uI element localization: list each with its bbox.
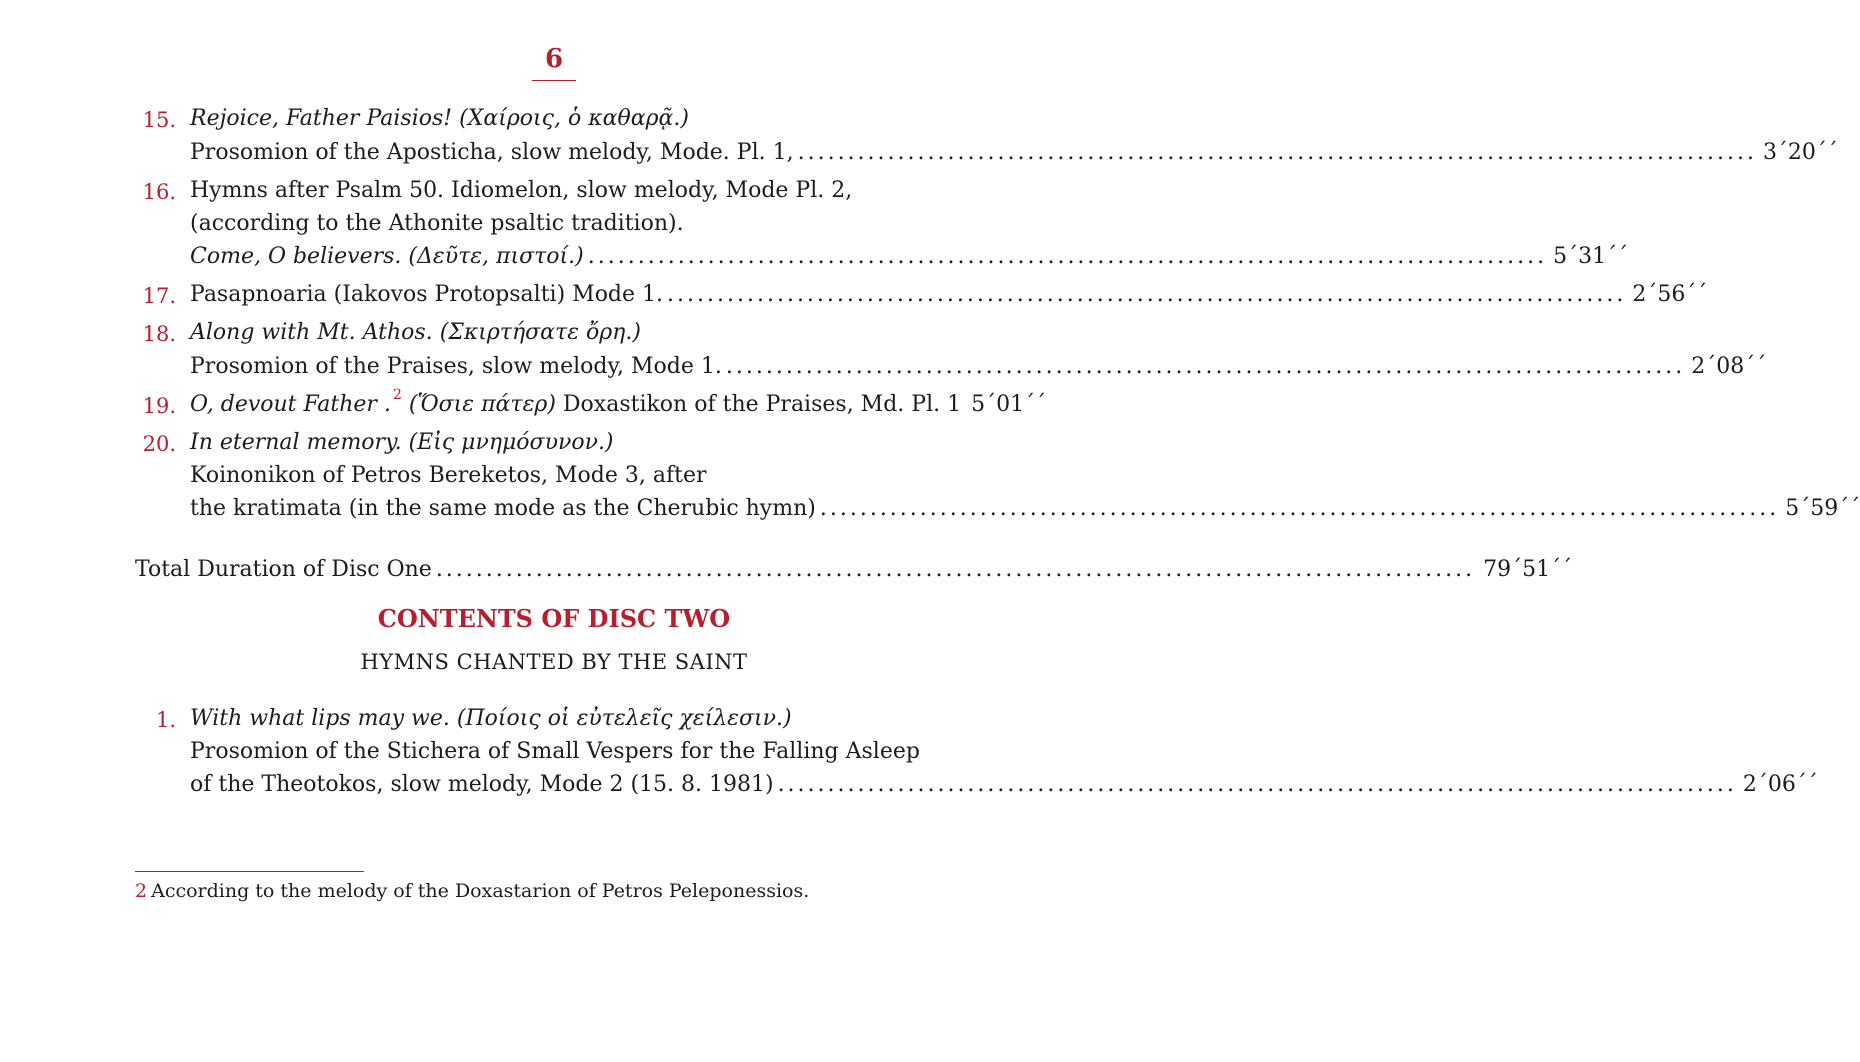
track-description: Prosomion of the Stichera of Small Vespers for the Falling Asleep — [190, 739, 920, 764]
track-detail-line — [190, 494, 1860, 524]
track-detail-line — [190, 138, 1838, 168]
track-description: Koinonikon of Petros Bereketos, Mode 3, after — [190, 463, 707, 488]
page-number: 6 — [544, 44, 564, 74]
track-description-line — [190, 176, 970, 206]
track-number: 20. — [142, 432, 176, 456]
track-description: of the Theotokos, slow melody, Mode 2 (15. 8. 1981) — [190, 772, 774, 797]
track-number: 19. — [142, 394, 176, 418]
track-title-line — [190, 242, 1629, 272]
track-duration: 5΄31΄΄ — [1553, 244, 1629, 269]
dot-leader: ................................................................................................ — [667, 282, 1627, 307]
track-description-line — [190, 209, 970, 239]
footnote-text: According to the melody of the Doxastarion of Petros Peleponessios. — [151, 880, 810, 902]
track-description: (according to the Athonite psaltic tradition). — [190, 211, 684, 236]
dot-leader: ................................................................................................ — [819, 496, 1780, 521]
track-title: O, devout Father . — [190, 392, 391, 417]
track-detail-line — [190, 352, 1767, 382]
track-description: Prosomion of the Aposticha, slow melody, Mode. Pl. 1, — [190, 140, 794, 165]
track-greek-title: (Δεῦτε, πιστοί.) — [408, 244, 584, 269]
track-duration: 2΄06΄΄ — [1742, 772, 1818, 797]
footnote-reference[interactable]: 2 — [392, 387, 402, 403]
track-duration: 3΄20΄΄ — [1762, 140, 1838, 165]
total-duration-label: Total Duration of Disc One — [135, 557, 432, 582]
total-duration-line — [135, 555, 1573, 585]
track-greek-title: (Ποίοις οἱ εὐτελεῖς χείλεσιν.) — [456, 706, 792, 731]
footnote-divider — [135, 871, 364, 872]
dot-leader: ........................................................................................................ — [435, 557, 1476, 582]
track-description: Hymns after Psalm 50. Idiomelon, slow melody, Mode Pl. 2, — [190, 178, 853, 203]
track-detail-line — [190, 770, 1818, 800]
dot-leader: ................................................................................................ — [725, 354, 1686, 379]
section-subheading: HYMNS CHANTED BY THE SAINT — [360, 650, 748, 674]
track-greek-title: (Εἰς μνημόσυνον.) — [408, 430, 614, 455]
total-duration-value: 79΄51΄΄ — [1483, 557, 1573, 582]
dot-leader: ................................................................................................ — [777, 772, 1737, 797]
track-title: Come, O believers. — [190, 244, 402, 269]
track-title-line — [190, 428, 970, 458]
track-title: With what lips may we. — [190, 706, 450, 731]
track-description-line — [190, 737, 970, 767]
track-title-line — [190, 704, 970, 734]
track-duration: 5΄59΄΄ — [1785, 496, 1860, 521]
track-description: Doxastikon of the Praises, Md. Pl. 1 — [562, 392, 962, 417]
track-number: 15. — [142, 108, 176, 132]
track-greek-title: (Χαίροις, ὁ καθαρᾷ.) — [459, 106, 689, 131]
track-title: Rejoice, Father Paisios! — [190, 106, 453, 131]
track-description: the kratimata (in the same mode as the Cherubic hymn) — [190, 496, 816, 521]
track-number: 1. — [155, 708, 176, 732]
track-detail-line — [190, 280, 1708, 310]
track-description-line — [190, 461, 970, 491]
track-number: 17. — [142, 284, 176, 308]
track-number: 18. — [142, 322, 176, 346]
track-title: In eternal memory. — [190, 430, 402, 455]
dot-leader: ................................................................................................ — [587, 244, 1548, 269]
track-detail-line — [190, 387, 1047, 420]
track-description: Prosomion of the Praises, slow melody, Mode 1. — [190, 354, 722, 379]
track-number: 16. — [142, 180, 176, 204]
footnote — [135, 880, 809, 902]
section-heading: CONTENTS OF DISC TWO — [377, 604, 731, 633]
track-greek-title: (Ὅσιε πάτερ) — [408, 392, 556, 417]
track-greek-title: (Σκιρτήσατε ὄρη.) — [439, 320, 641, 345]
footnote-number: 2 — [135, 880, 148, 902]
page-number-rule — [532, 80, 576, 81]
track-duration: 2΄08΄΄ — [1691, 354, 1767, 379]
dot-leader: ................................................................................................ — [797, 140, 1757, 165]
track-duration: 5΄01΄΄ — [971, 392, 1047, 417]
track-title-line — [190, 318, 970, 348]
track-duration: 2΄56΄΄ — [1632, 282, 1708, 307]
track-description: Pasapnoaria (Iakovos Protopsalti) Mode 1. — [190, 282, 664, 307]
track-title: Along with Mt. Athos. — [190, 320, 433, 345]
track-title-line — [190, 104, 970, 134]
